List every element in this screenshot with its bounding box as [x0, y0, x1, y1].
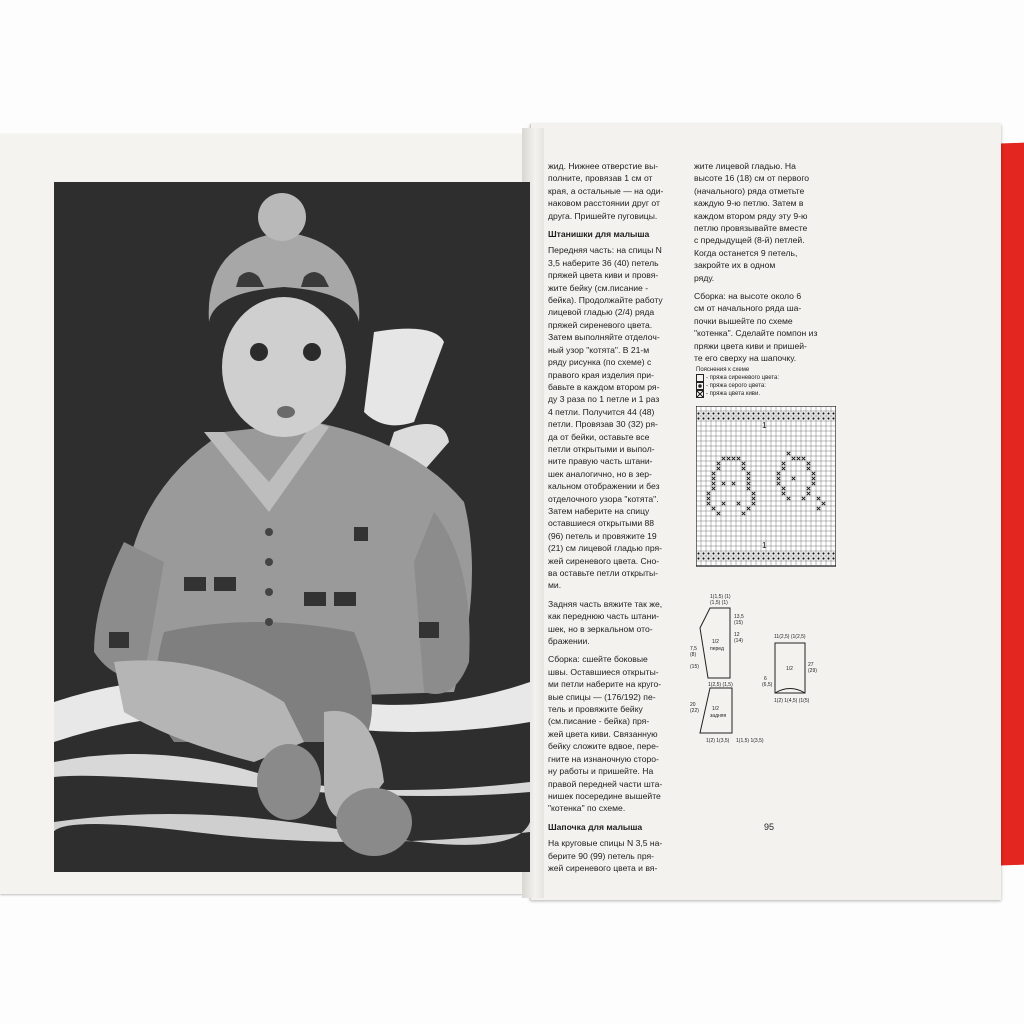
- pattern-label: 6: [764, 676, 767, 682]
- chart-dot: [802, 417, 804, 419]
- pattern-label: 1(1,5) 1(3,5): [736, 738, 764, 744]
- legend-item: [696, 390, 826, 398]
- pattern-label: 7,5: [690, 646, 697, 652]
- chart-dot: [817, 552, 819, 554]
- chart-dot: [732, 552, 734, 554]
- pattern-label: 1(2) 1(4,5) (1(5): [774, 698, 810, 704]
- pattern-label: (1,5) (1): [710, 600, 728, 606]
- legend-label: - пряжа серого цвета:: [706, 383, 766, 389]
- pattern-label: 27: [808, 662, 814, 668]
- chart-dot: [742, 417, 744, 419]
- chart-dot: [752, 412, 754, 414]
- chart-marker-bottom: 1: [762, 541, 767, 550]
- pattern-label: 1(2,5) (1,5): [708, 682, 733, 688]
- chart-dot: [752, 417, 754, 419]
- chart-dot: [702, 412, 704, 414]
- pattern-label: 13,5: [734, 614, 744, 620]
- chart-marker-top: 1: [762, 421, 767, 430]
- chart-dot: [742, 412, 744, 414]
- dot-square-icon: [696, 382, 704, 390]
- chart-dot: [747, 557, 749, 559]
- chart-dot: [812, 552, 814, 554]
- chart-dot: [767, 412, 769, 414]
- chart-dot: [757, 552, 759, 554]
- chart-dot: [697, 552, 699, 554]
- chart-dot: [717, 412, 719, 414]
- chart-dot: [757, 557, 759, 559]
- chart-dot: [817, 412, 819, 414]
- chart-dot: [792, 412, 794, 414]
- pattern-label: 1/2: [712, 706, 719, 712]
- paragraph-hat-continue: жите лицевой гладью. На высоте 16 (18) см от первого (начального) ряда отметьте каждую 9-ю петлю. Затем в каждом втором ряду эту 9-ю петлю провязывайте вместе с предыдущей (8-й) петлей. Когда останется 9 петель, закройте их в одном ряду.: [694, 161, 810, 283]
- chart-dot: [767, 557, 769, 559]
- chart-dot: [782, 552, 784, 554]
- chart-dot: [697, 412, 699, 414]
- chart-dot: [787, 417, 789, 419]
- chart-dot: [747, 552, 749, 554]
- chart-dot: [807, 417, 809, 419]
- chart-dot: [802, 552, 804, 554]
- chart-dot: [802, 557, 804, 559]
- chart-dot: [757, 417, 759, 419]
- chart-dot: [777, 557, 779, 559]
- chart-dot: [742, 552, 744, 554]
- chart-dot: [712, 557, 714, 559]
- chart-dot: [722, 552, 724, 554]
- chart-dot: [737, 417, 739, 419]
- pattern-label: (15): [734, 620, 743, 626]
- baby-photo: [54, 182, 530, 872]
- chart-dot: [732, 412, 734, 414]
- paragraph-hat-assembly: Сборка: на высоте около 6 см от начального ряда ша- почки вышейте по схеме "котенка". Сделайте помпон из пряжи цвета киви и пришей- те его сверху на шапочку.: [694, 291, 818, 364]
- chart-dot: [717, 552, 719, 554]
- chart-dot: [787, 557, 789, 559]
- pattern-label: задняя: [710, 713, 727, 719]
- chart-dot: [722, 417, 724, 419]
- pattern-schematics: [690, 588, 840, 748]
- paragraph-buttons: жид. Нижнее отверстие вы- полните, провязав 1 см от края, а остальные — на оди- наковом расстоянии друг от друга. Пришейте пуговицы.: [548, 161, 664, 221]
- chart-dot: [757, 412, 759, 414]
- chart-dot: [822, 417, 824, 419]
- paragraph-shorts-assembly: Сборка: сшейте боковые швы. Оставшиеся открыты- ми петли наберите на круго- вые спицы — (176/192) пе- тель и провяжите бейку (см.писание - бейка) пря- жей цвета киви. Связанную бейку сложите вдвое, пере- гните на изнаночную сторо- ну работы и пришейте. На правой передней части шта- нишек посередине вышейте "котенка" по схеме.: [548, 654, 663, 814]
- chart-dot: [827, 412, 829, 414]
- chart-dot: [807, 412, 809, 414]
- chart-dot: [827, 417, 829, 419]
- pattern-label: перед: [710, 646, 724, 652]
- chart-dot: [822, 557, 824, 559]
- pattern-label: (8): [690, 652, 697, 658]
- chart-dot: [762, 417, 764, 419]
- chart-dot: [777, 412, 779, 414]
- chart-dot: [832, 412, 834, 414]
- chart-dot: [717, 557, 719, 559]
- text-column-2: [694, 160, 822, 371]
- chart-dot: [732, 417, 734, 419]
- heading-shorts: Штанишки для малыша: [548, 229, 650, 240]
- chart-dot: [807, 557, 809, 559]
- chart-dot: [782, 557, 784, 559]
- chart-dot: [712, 552, 714, 554]
- chart-dot: [797, 417, 799, 419]
- chart-dot: [792, 552, 794, 554]
- chart-dot: [782, 417, 784, 419]
- legend-label: - пряжа сиреневого цвета:: [706, 375, 780, 381]
- chart-dot: [772, 557, 774, 559]
- chart-dot: [727, 552, 729, 554]
- chart-dot: [822, 552, 824, 554]
- kitten-knitting-chart: [696, 406, 836, 568]
- chart-dot: [707, 557, 709, 559]
- pattern-label: 20: [690, 702, 696, 708]
- chart-dot: [742, 557, 744, 559]
- chart-dot: [797, 557, 799, 559]
- chart-dot: [802, 412, 804, 414]
- chart-dot: [827, 552, 829, 554]
- chart-dot: [762, 412, 764, 414]
- pattern-label: (15): [690, 664, 699, 670]
- chart-dot: [702, 417, 704, 419]
- chart-dot: [792, 417, 794, 419]
- chart-dot: [697, 417, 699, 419]
- chart-dot: [812, 412, 814, 414]
- chart-dot: [832, 552, 834, 554]
- chart-dot: [712, 417, 714, 419]
- chart-dot: [697, 557, 699, 559]
- chart-dot: [787, 552, 789, 554]
- chart-dot: [702, 557, 704, 559]
- pattern-label: (22): [690, 708, 699, 714]
- heading-hat: Шапочка для малыша: [548, 821, 643, 832]
- text-column-1: [548, 160, 688, 880]
- pattern-label: (29): [808, 668, 817, 674]
- pattern-label: 1(2) 1(3,5): [706, 738, 730, 744]
- chart-dot: [797, 412, 799, 414]
- cross-square-icon: [696, 390, 704, 398]
- chart-dot: [712, 412, 714, 414]
- page-number: 95: [764, 822, 775, 832]
- chart-dot: [762, 557, 764, 559]
- chart-dot: [727, 417, 729, 419]
- pattern-label: 1/2: [712, 639, 719, 645]
- chart-dot: [747, 417, 749, 419]
- chart-dot: [827, 557, 829, 559]
- legend-title: Пояснения к схеме: [696, 367, 750, 373]
- legend-item: [696, 374, 826, 382]
- chart-dot: [792, 557, 794, 559]
- chart-dot: [707, 552, 709, 554]
- legend-item: [696, 382, 826, 390]
- chart-dot: [772, 412, 774, 414]
- chart-dot: [747, 412, 749, 414]
- chart-dot: [767, 417, 769, 419]
- chart-dot: [722, 557, 724, 559]
- pattern-label: 12: [734, 632, 740, 638]
- chart-dot: [732, 557, 734, 559]
- chart-dot: [772, 417, 774, 419]
- blank-square-icon: [696, 374, 704, 382]
- pattern-label: (14): [734, 638, 743, 644]
- chart-legend: [696, 366, 826, 398]
- chart-dot: [812, 557, 814, 559]
- paragraph-hat-start: На круговые спицы N 3,5 на- берите 90 (99) петель пря- жей сиреневого цвета и вя-: [548, 838, 663, 873]
- chart-dot: [777, 417, 779, 419]
- chart-dot: [812, 417, 814, 419]
- chart-dot: [782, 412, 784, 414]
- chart-dot: [797, 552, 799, 554]
- chart-dot: [707, 417, 709, 419]
- pattern-label: 1/2: [786, 666, 793, 672]
- pattern-label: (6,5): [762, 682, 773, 688]
- chart-dot: [737, 412, 739, 414]
- pattern-label: 1(1,5) (1): [710, 594, 731, 600]
- paragraph-shorts-front: Передняя часть: на спицы N 3,5 наберите 36 (40) петель пряжей цвета киви и провя- жите бейку (см.писание - бейка). Продолжайте работу лицевой гладью (2/4) ряда пряжей сиреневого цвета. Затем выполняйте отделоч- ный узор "котята". В 21-м ряду рисунка (по схеме) с правого края изделия при- бавьте в каждом втором ря- ду 3 раза по 1 петле и 1 раз 4 петли. Получится 44 (48) петли. Провязав 30 (32) ря- да от бейки, оставьте все петли открытыми и выпол- ните правую часть штани- шек аналогично, но в зер- кальном отображении и без отделочного узора "котята". Затем наберите на спицу оставшиеся открытыми 88 (96) петель и провяжите 19 (21) см лицевой гладью пря- жей сиреневого цвета. Сно- ва оставьте петли открыты- ми.: [548, 245, 663, 591]
- chart-dot: [822, 412, 824, 414]
- chart-dot: [707, 412, 709, 414]
- chart-dot: [807, 552, 809, 554]
- pattern-label: 11(2,5) (1(2,5): [774, 634, 806, 640]
- chart-dot: [772, 552, 774, 554]
- chart-dot: [737, 552, 739, 554]
- chart-dot: [832, 417, 834, 419]
- chart-dot: [717, 417, 719, 419]
- chart-dot: [832, 557, 834, 559]
- chart-dot: [817, 417, 819, 419]
- chart-dot: [787, 412, 789, 414]
- chart-dot: [737, 557, 739, 559]
- chart-dot: [752, 552, 754, 554]
- chart-dot: [762, 552, 764, 554]
- chart-dot: [722, 412, 724, 414]
- chart-dot: [767, 552, 769, 554]
- chart-dot: [727, 557, 729, 559]
- chart-dot: [727, 412, 729, 414]
- chart-dot: [702, 552, 704, 554]
- chart-dot: [752, 557, 754, 559]
- paragraph-shorts-back: Задняя часть вяжите так же, как переднюю часть штани- шек, но в зеркальном ото- бражении.: [548, 598, 663, 647]
- chart-dot: [817, 557, 819, 559]
- legend-label: - пряжа цвета киви.: [706, 391, 761, 397]
- chart-dot: [777, 552, 779, 554]
